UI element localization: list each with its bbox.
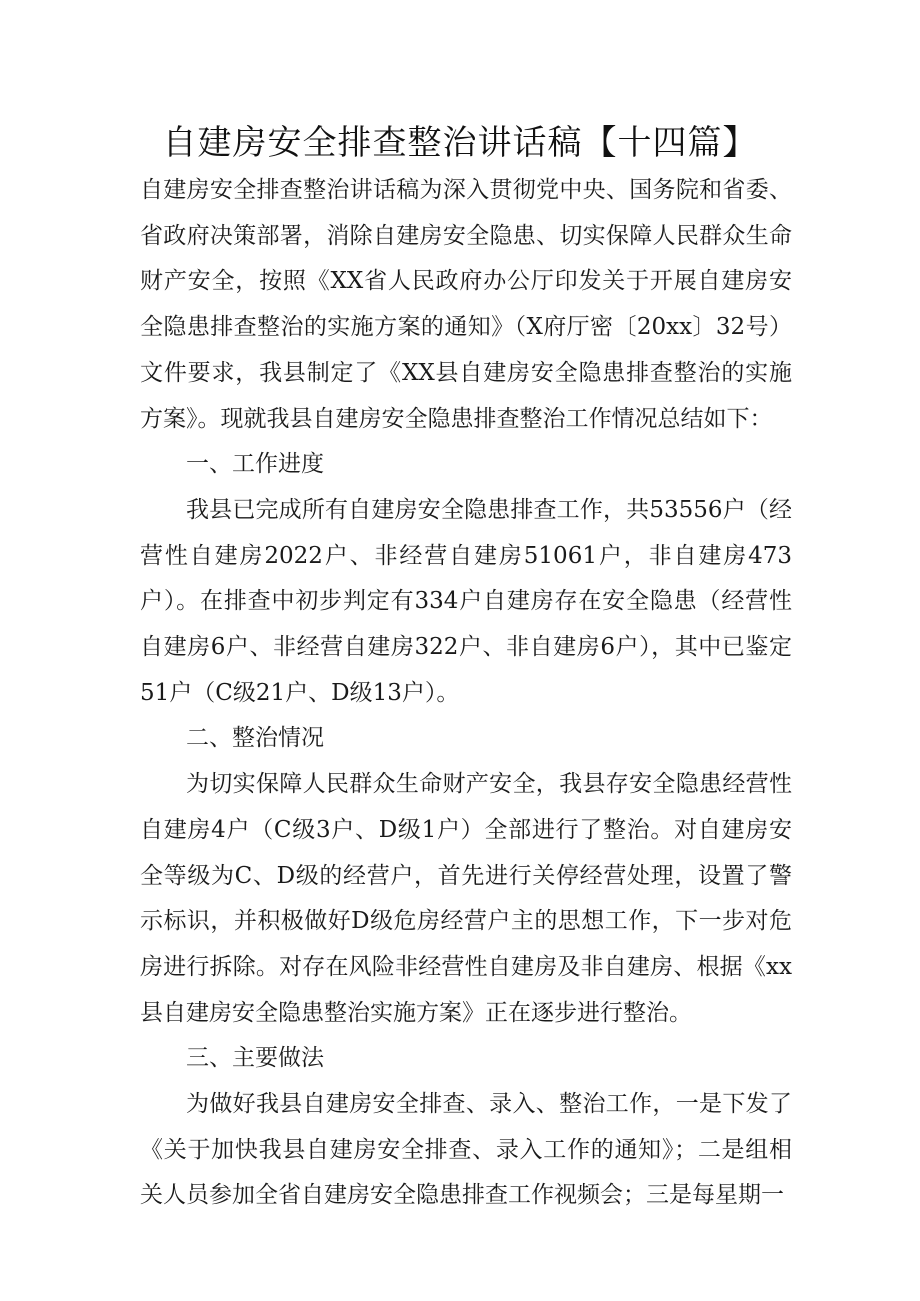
section-heading-rectification: 二、整治情况: [186, 725, 324, 752]
document-body: [140, 168, 792, 1219]
document-title: 自建房安全排查整治讲话稿【十四篇】: [162, 123, 758, 163]
progress-paragraph: 我县已完成所有自建房安全隐患排查工作，共53556户（经营性自建房2022户、非经营自建房51061户，非自建房473户）。在排查中初步判定有334户自建房存在安全隐患（经营性自建房6户、非经营自建房322户、非自建房6户），其中已鉴定51户（C级21户、D级13户）。: [140, 496, 792, 706]
section-heading-practices: 三、主要做法: [186, 1045, 324, 1072]
practices-paragraph: 为做好我县自建房安全排查、录入、整治工作，一是下发了《关于加快我县自建房安全排查、录入工作的通知》；二是组相关人员参加全省自建房安全隐患排查工作视频会；三是每星期一: [140, 1091, 792, 1209]
section-heading-progress: 一、工作进度: [186, 451, 324, 478]
rectification-paragraph: 为切实保障人民群众生命财产安全，我县存安全隐患经营性自建房4户（C级3户、D级1户）全部进行了整治。对自建房安全等级为C、D级的经营户，首先进行关停经营处理，设置了警示标识，并积极做好D级危房经营户主的思想工作，下一步对危房进行拆除。对存在风险非经营性自建房及非自建房、根据《xx县自建房安全隐患整治实施方案》正在逐步进行整治。: [140, 771, 792, 1026]
intro-paragraph: 自建房安全排查整治讲话稿为深入贯彻党中央、国务院和省委、省政府决策部署，消除自建房安全隐患、切实保障人民群众生命财产安全，按照《XX省人民政府办公厅印发关于开展自建房安全隐患排查整治的实施方案的通知》（X府厅密〔20xx〕32号）文件要求，我县制定了《XX县自建房安全隐患排查整治的实施方案》。现就我县自建房安全隐患排查整治工作情况总结如下：: [140, 177, 792, 432]
